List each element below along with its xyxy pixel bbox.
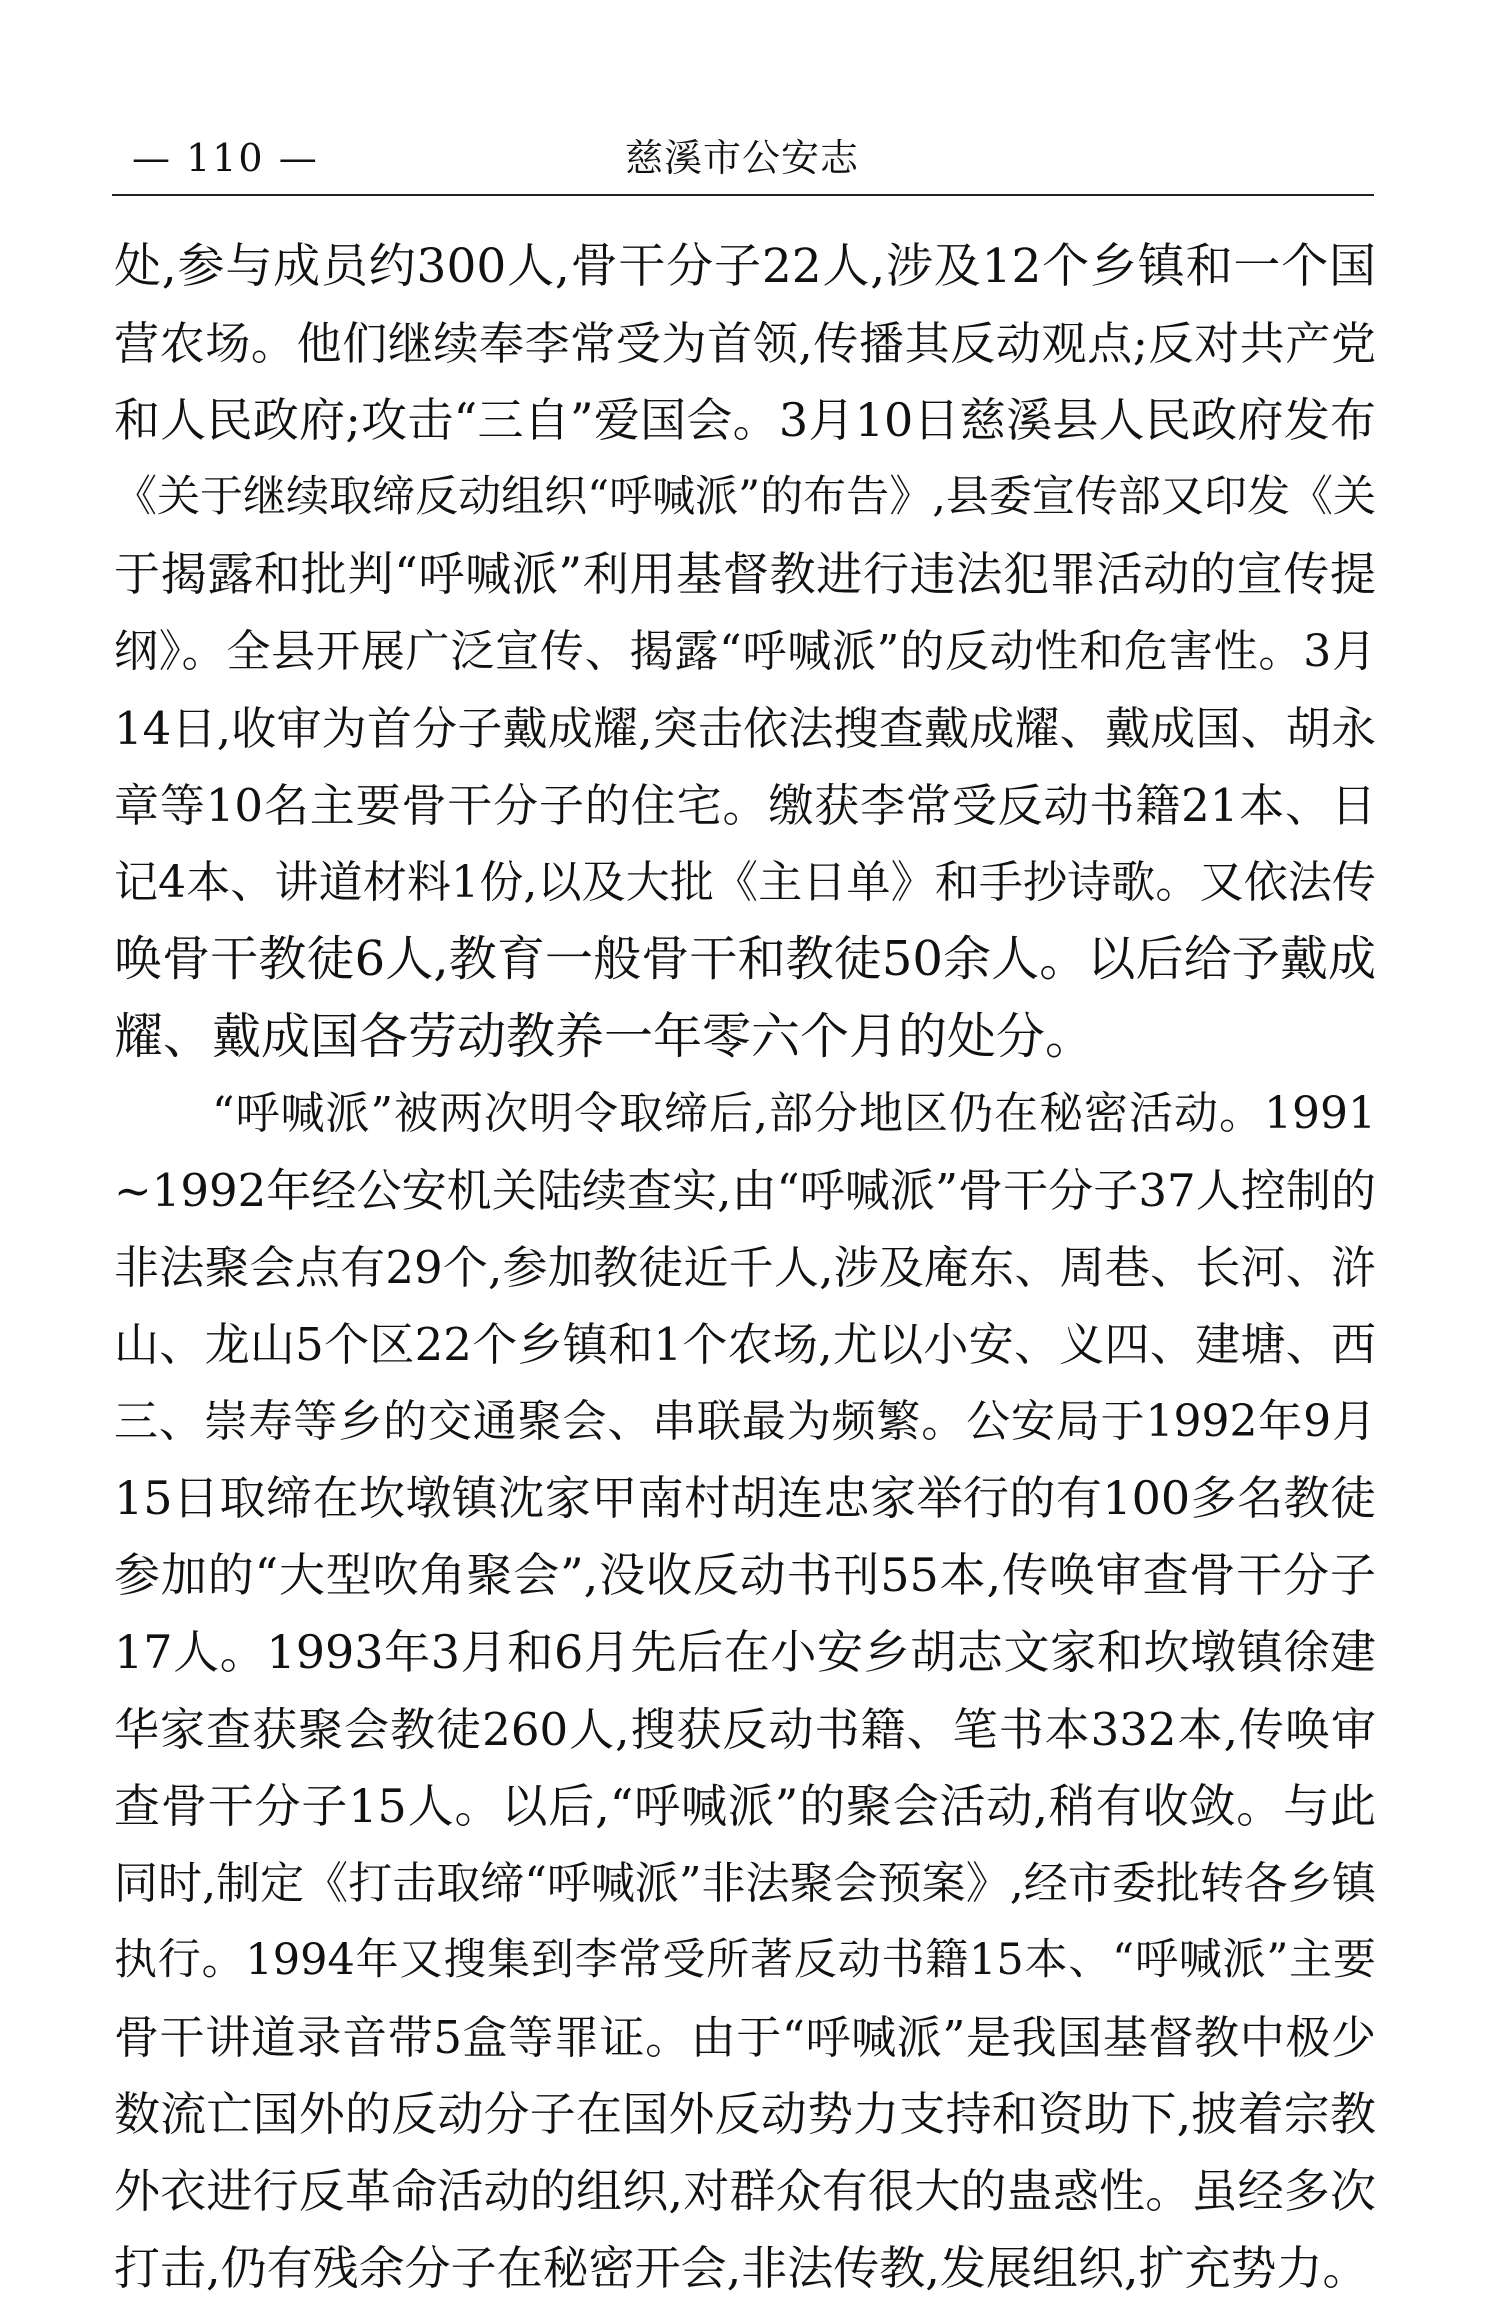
text-line: 《关于继续取缔反动组织“呼喊派”的布告》,县委宣传部又印发《关	[114, 472, 1376, 522]
text-line: 于揭露和批判“呼喊派”利用基督教进行违法犯罪活动的宣传提	[114, 547, 1376, 601]
header-rule	[112, 194, 1374, 196]
text-line: 外衣进行反革命活动的组织,对群众有很大的蛊惑性。虽经多次	[114, 2164, 1376, 2218]
text-line: 处,参与成员约300人,骨干分子22人,涉及12个乡镇和一个国	[114, 239, 1376, 294]
running-title: 慈溪市公安志	[624, 136, 859, 180]
paragraph-start-line: “呼喊派”被两次明令取缔后,部分地区仍在秘密活动。1991	[212, 1088, 1376, 1139]
text-line: 营农场。他们继续奉李常受为首领,传播其反动观点;反对共产党	[114, 317, 1376, 370]
page-header	[112, 128, 1372, 188]
text-line: 和人民政府;攻击“三自”爱国会。3月10日慈溪县人民政府发布	[114, 393, 1376, 447]
text-line: 纲》。全县开展广泛宣传、揭露“呼喊派”的反动性和危害性。3月	[114, 626, 1376, 677]
text-line: 同时,制定《打击取缔“呼喊派”非法聚会预案》,经市委批转各乡镇	[114, 1858, 1376, 1909]
text-line: 17人。1993年3月和6月先后在小安乡胡志文家和坎墩镇徐建	[114, 1625, 1376, 1679]
text-line: 非法聚会点有29个,参加教徒近千人,涉及庵东、周巷、长河、浒	[114, 1241, 1376, 1294]
text-line: 山、龙山5个区22个乡镇和1个农场,尤以小安、义四、建塘、西	[114, 1318, 1376, 1371]
page-number: — 110 —	[132, 136, 319, 180]
text-line: 骨干讲道录音带5盒等罪证。由于“呼喊派”是我国基督教中极少	[114, 2011, 1376, 2064]
text-line: 查骨干分子15人。以后,“呼喊派”的聚会活动,稍有收敛。与此	[114, 1779, 1376, 1833]
text-line: 记4本、讲道材料1份,以及大批《主日单》和手抄诗歌。又依法传	[114, 857, 1376, 908]
text-line: 15日取缔在坎墩镇沈家甲南村胡连忠家举行的有100多名教徒	[114, 1471, 1376, 1525]
body-text	[114, 228, 1376, 2307]
paragraph-end-line: 耀、戴成国各劳动教养一年零六个月的处分。	[114, 1008, 1095, 1065]
text-line: 唤骨干教徒6人,教育一般骨干和教徒50余人。以后给予戴成	[114, 931, 1376, 987]
text-line: 14日,收审为首分子戴成耀,突击依法搜查戴成耀、戴成国、胡永	[114, 702, 1376, 755]
text-line: 章等10名主要骨干分子的住宅。缴获李常受反动书籍21本、日	[114, 779, 1376, 832]
text-line: ~1992年经公安机关陆续查实,由“呼喊派”骨干分子37人控制的	[114, 1164, 1376, 1217]
text-line: 参加的“大型吹角聚会”,没收反动书刊55本,传唤审查骨干分子	[114, 1548, 1376, 1602]
text-line: 三、崇寿等乡的交通聚会、串联最为频繁。公安局于1992年9月	[114, 1396, 1376, 1447]
text-line: 数流亡国外的反动分子在国外反动势力支持和资助下,披着宗教	[114, 2087, 1376, 2141]
text-line: 华家查获聚会教徒260人,搜获反动书籍、笔书本332本,传唤审	[114, 1703, 1376, 1756]
text-line: 执行。1994年又搜集到李常受所著反动书籍15本、“呼喊派”主要	[114, 1935, 1376, 1985]
paragraph-end-line: 打击,仍有残余分子在秘密开会,非法传教,发展组织,扩充势力。	[114, 2241, 1369, 2295]
